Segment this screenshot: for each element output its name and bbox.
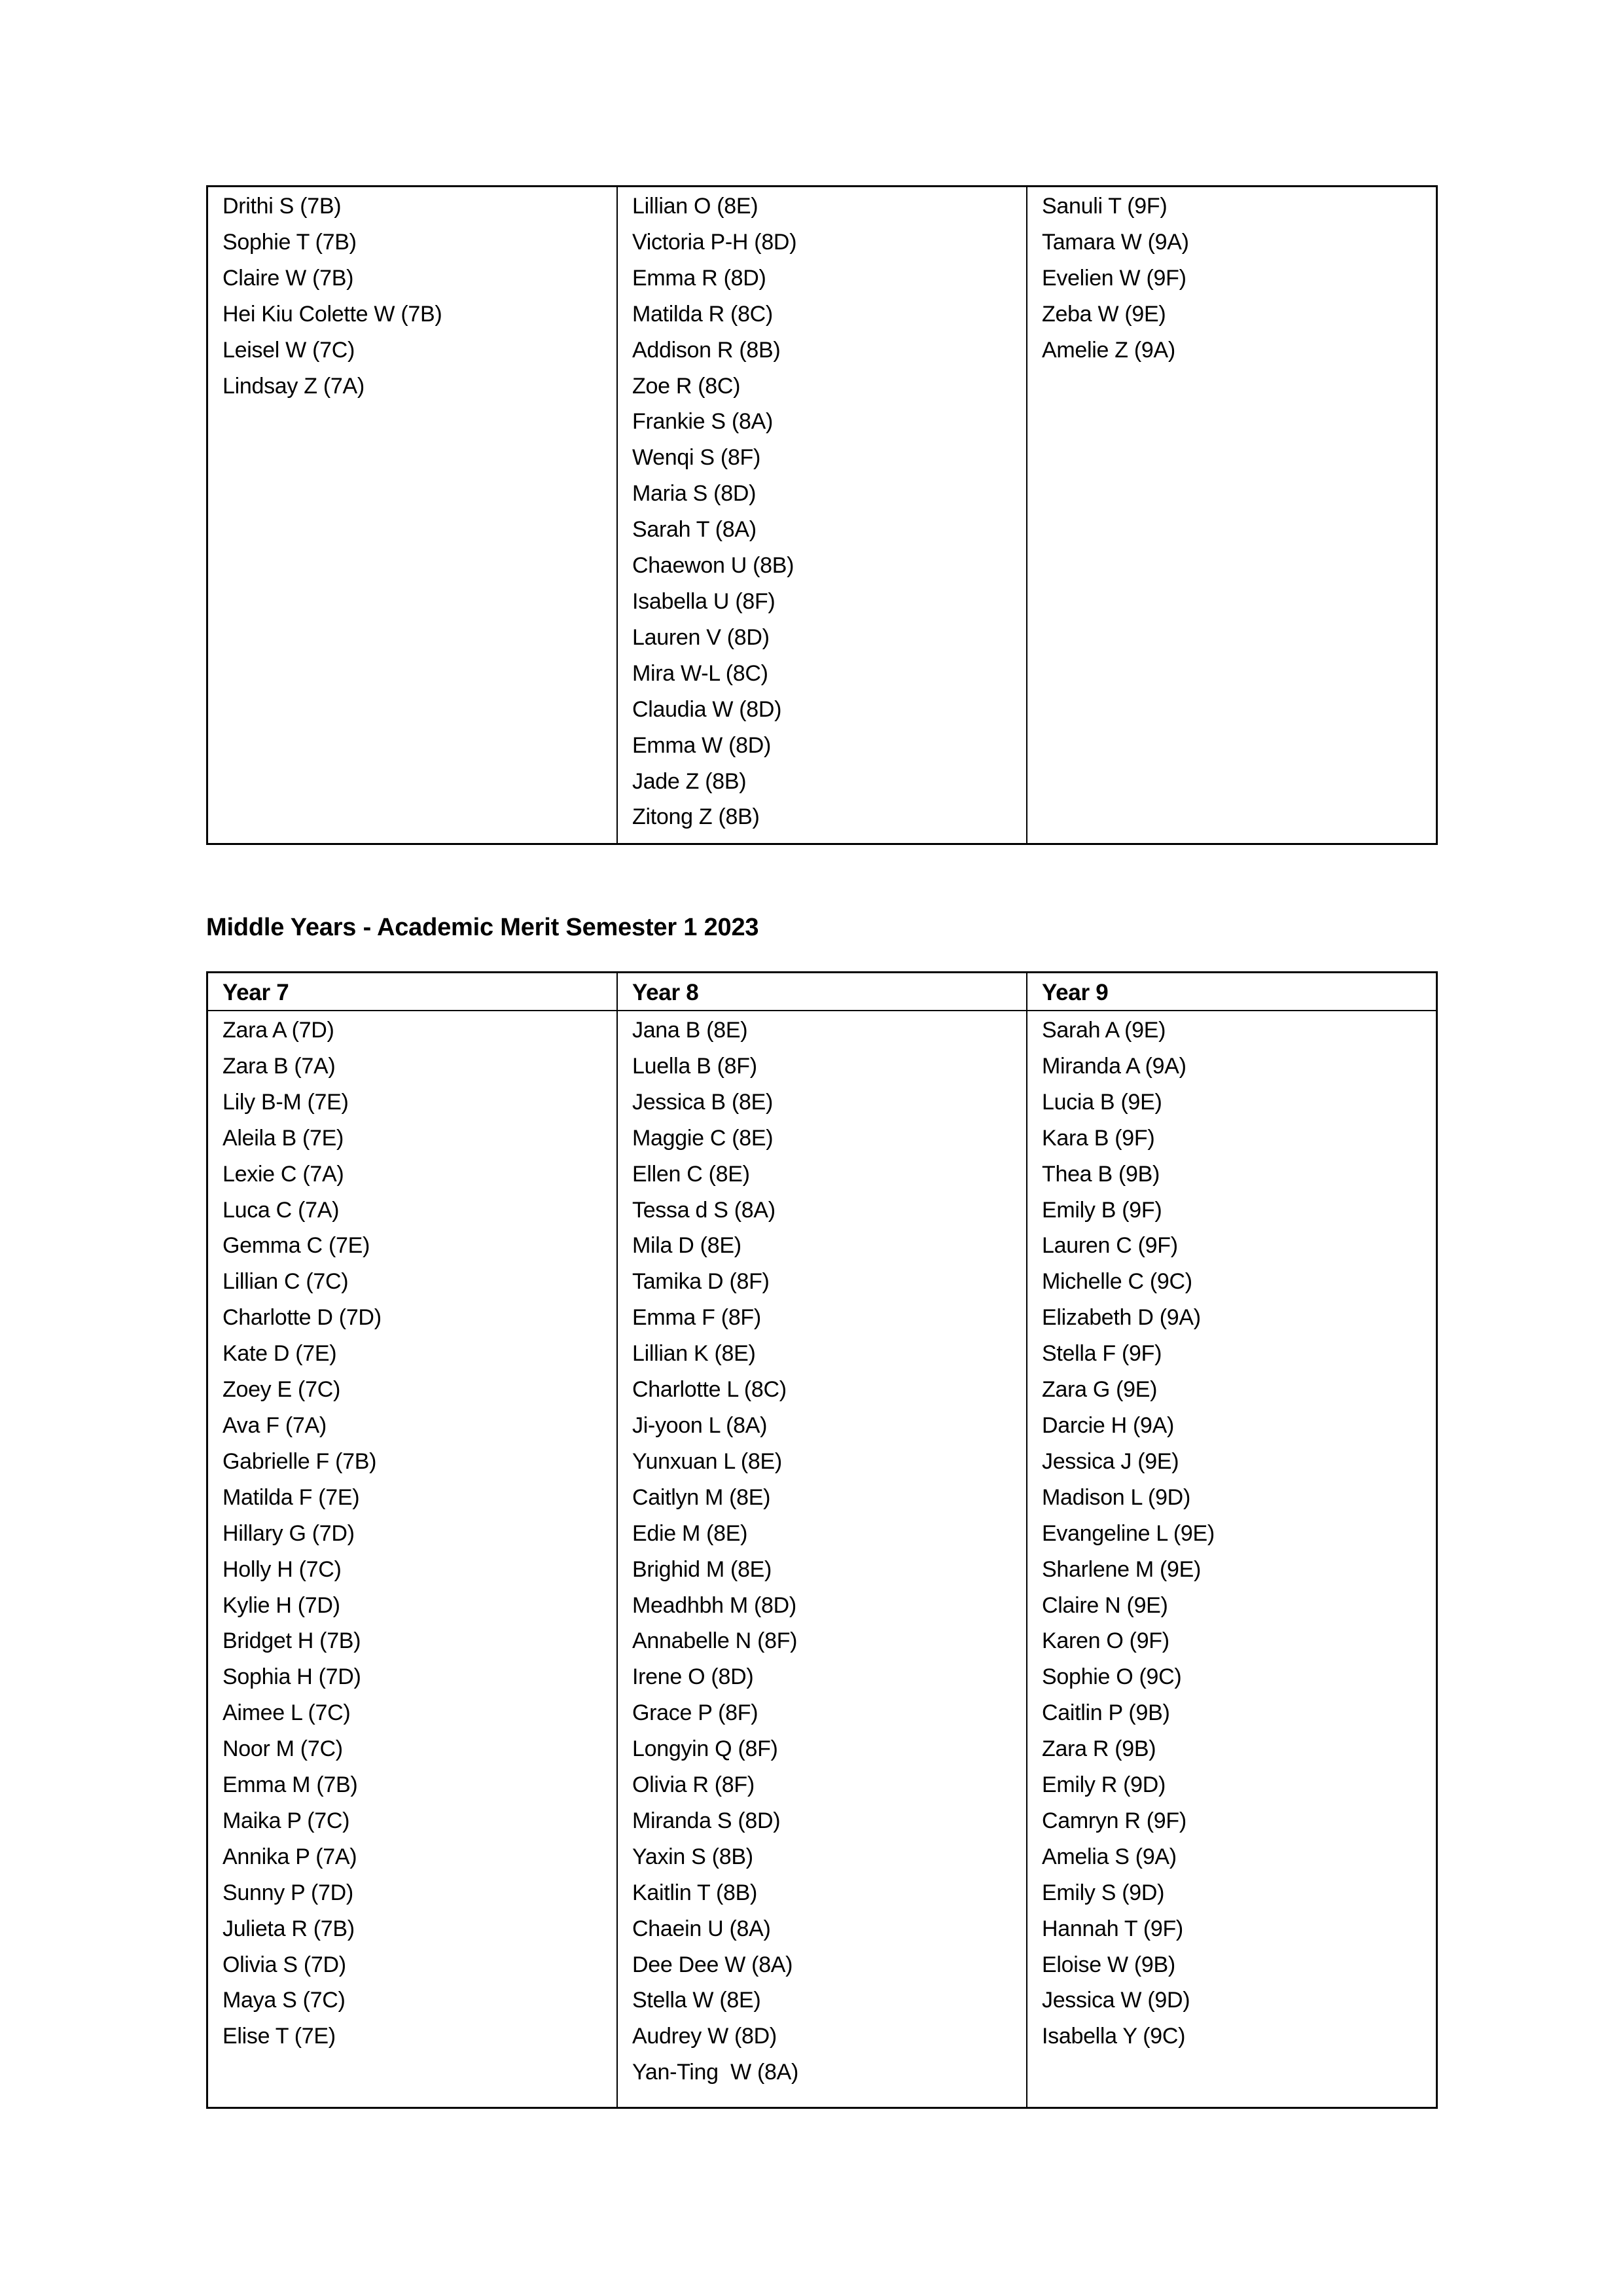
student-entry: Jessica W (9D) <box>1042 1988 1190 2013</box>
student-list <box>208 1011 616 2062</box>
student-entry: Elizabeth D (9A) <box>1042 1305 1201 1331</box>
student-entry: Stella F (9F) <box>1042 1341 1162 1367</box>
student-entry: Zoe R (8C) <box>632 373 741 399</box>
student-list <box>208 187 616 412</box>
student-entry: Aleila B (7E) <box>223 1125 344 1151</box>
student-entry: Drithi S (7B) <box>223 194 342 219</box>
student-list <box>618 1011 1026 2098</box>
student-entry: Zara A (7D) <box>223 1018 334 1043</box>
student-entry: Emily R (9D) <box>1042 1772 1166 1798</box>
student-entry: Eloise W (9B) <box>1042 1952 1175 1977</box>
student-entry: Sanuli T (9F) <box>1042 194 1168 219</box>
student-entry: Lauren V (8D) <box>632 624 770 650</box>
student-entry: Miranda S (8D) <box>632 1808 781 1833</box>
student-entry: Gemma C (7E) <box>223 1233 370 1259</box>
student-entry: Karen O (9F) <box>1042 1628 1169 1654</box>
student-entry: Luella B (8F) <box>632 1053 757 1079</box>
student-entry: Emily B (9F) <box>1042 1197 1162 1223</box>
student-entry: Lauren C (9F) <box>1042 1233 1178 1259</box>
merit-column-year9 <box>1026 973 1436 2107</box>
student-entry: Thea B (9B) <box>1042 1161 1160 1187</box>
student-entry: Kaitlin T (8B) <box>632 1880 758 1905</box>
student-entry: Yan-Ting W (8A) <box>632 2060 799 2085</box>
student-entry: Sophia H (7D) <box>223 1664 361 1690</box>
student-entry: Jade Z (8B) <box>632 768 747 794</box>
student-entry: Brighid M (8E) <box>632 1556 772 1582</box>
student-entry: Chaein U (8A) <box>632 1916 771 1941</box>
merit-column-year7 <box>208 973 616 2107</box>
student-entry: Sophie T (7B) <box>223 229 357 255</box>
student-entry: Lillian K (8E) <box>632 1341 756 1367</box>
student-entry: Hillary G (7D) <box>223 1520 355 1546</box>
student-entry: Kate D (7E) <box>223 1341 337 1367</box>
student-entry: Yaxin S (8B) <box>632 1844 753 1869</box>
column-header-year9: Year 9 <box>1027 973 1436 1011</box>
student-entry: Stella W (8E) <box>632 1988 761 2013</box>
student-entry: Isabella Y (9C) <box>1042 2024 1186 2049</box>
merit-column-year8 <box>616 973 1026 2107</box>
student-entry: Zara B (7A) <box>223 1053 336 1079</box>
continued-column-year7 <box>208 187 616 843</box>
student-entry: Charlotte D (7D) <box>223 1305 382 1331</box>
student-entry: Leisel W (7C) <box>223 337 355 363</box>
student-entry: Gabrielle F (7B) <box>223 1448 377 1474</box>
student-entry: Wenqi S (8F) <box>632 445 761 471</box>
student-entry: Sunny P (7D) <box>223 1880 353 1905</box>
student-entry: Camryn R (9F) <box>1042 1808 1186 1833</box>
student-entry: Luca C (7A) <box>223 1197 340 1223</box>
student-entry: Lindsay Z (7A) <box>223 373 365 399</box>
student-entry: Meadhbh M (8D) <box>632 1592 796 1618</box>
student-entry: Dee Dee W (8A) <box>632 1952 793 1977</box>
student-entry: Hei Kiu Colette W (7B) <box>223 301 442 327</box>
student-entry: Kara B (9F) <box>1042 1125 1155 1151</box>
student-entry: Claudia W (8D) <box>632 696 782 722</box>
student-entry: Victoria P-H (8D) <box>632 229 797 255</box>
student-entry: Annika P (7A) <box>223 1844 357 1869</box>
student-entry: Miranda A (9A) <box>1042 1053 1186 1079</box>
student-entry: Olivia S (7D) <box>223 1952 346 1977</box>
student-entry: Evangeline L (9E) <box>1042 1520 1215 1546</box>
student-entry: Lily B-M (7E) <box>223 1089 349 1115</box>
student-entry: Tessa d S (8A) <box>632 1197 776 1223</box>
student-entry: Hannah T (9F) <box>1042 1916 1183 1941</box>
student-entry: Zeba W (9E) <box>1042 301 1166 327</box>
student-entry: Matilda R (8C) <box>632 301 773 327</box>
continued-merit-table <box>206 185 1438 845</box>
student-entry: Zitong Z (8B) <box>632 804 760 830</box>
student-entry: Matilda F (7E) <box>223 1484 360 1510</box>
student-entry: Caitlyn M (8E) <box>632 1484 771 1510</box>
student-entry: Zara R (9B) <box>1042 1736 1156 1762</box>
student-entry: Sharlene M (9E) <box>1042 1556 1202 1582</box>
student-entry: Darcie H (9A) <box>1042 1412 1175 1438</box>
student-entry: Claire N (9E) <box>1042 1592 1168 1618</box>
student-entry: Mila D (8E) <box>632 1233 741 1259</box>
student-entry: Lillian O (8E) <box>632 194 758 219</box>
column-header-year8: Year 8 <box>618 973 1026 1011</box>
student-entry: Edie M (8E) <box>632 1520 748 1546</box>
student-entry: Emma R (8D) <box>632 265 766 291</box>
student-entry: Bridget H (7B) <box>223 1628 361 1654</box>
student-entry: Tamika D (8F) <box>632 1269 770 1295</box>
student-entry: Evelien W (9F) <box>1042 265 1186 291</box>
student-entry: Addison R (8B) <box>632 337 781 363</box>
student-entry: Longyin Q (8F) <box>632 1736 778 1762</box>
student-entry: Madison L (9D) <box>1042 1484 1190 1510</box>
student-entry: Grace P (8F) <box>632 1700 758 1726</box>
student-entry: Elise T (7E) <box>223 2024 336 2049</box>
student-entry: Olivia R (8F) <box>632 1772 755 1798</box>
student-entry: Holly H (7C) <box>223 1556 342 1582</box>
student-entry: Sarah A (9E) <box>1042 1018 1166 1043</box>
student-entry: Emma M (7B) <box>223 1772 358 1798</box>
student-entry: Amelie Z (9A) <box>1042 337 1175 363</box>
column-header-year7: Year 7 <box>208 973 616 1011</box>
student-entry: Tamara W (9A) <box>1042 229 1189 255</box>
student-entry: Ji-yoon L (8A) <box>632 1412 768 1438</box>
student-entry: Jessica J (9E) <box>1042 1448 1179 1474</box>
student-entry: Frankie S (8A) <box>632 409 773 435</box>
student-list <box>618 187 1026 843</box>
student-entry: Aimee L (7C) <box>223 1700 351 1726</box>
student-entry: Lucia B (9E) <box>1042 1089 1162 1115</box>
student-entry: Claire W (7B) <box>223 265 354 291</box>
student-entry: Emma W (8D) <box>632 732 772 758</box>
section-heading: Middle Years - Academic Merit Semester 1 2023 <box>206 914 759 941</box>
student-entry: Audrey W (8D) <box>632 2024 777 2049</box>
student-entry: Charlotte L (8C) <box>632 1377 787 1403</box>
student-entry: Jessica B (8E) <box>632 1089 773 1115</box>
merit-table <box>206 971 1438 2109</box>
student-entry: Annabelle N (8F) <box>632 1628 798 1654</box>
student-entry: Caitlin P (9B) <box>1042 1700 1170 1726</box>
student-entry: Sophie O (9C) <box>1042 1664 1182 1690</box>
student-entry: Jana B (8E) <box>632 1018 748 1043</box>
student-entry: Sarah T (8A) <box>632 517 757 543</box>
student-entry: Zoey E (7C) <box>223 1377 340 1403</box>
student-entry: Amelia S (9A) <box>1042 1844 1177 1869</box>
student-entry: Ellen C (8E) <box>632 1161 750 1187</box>
student-entry: Maika P (7C) <box>223 1808 350 1833</box>
student-entry: Maggie C (8E) <box>632 1125 774 1151</box>
student-entry: Emma F (8F) <box>632 1305 761 1331</box>
student-entry: Julieta R (7B) <box>223 1916 355 1941</box>
student-entry: Kylie H (7D) <box>223 1592 340 1618</box>
student-entry: Irene O (8D) <box>632 1664 754 1690</box>
student-entry: Chaewon U (8B) <box>632 553 794 579</box>
student-entry: Maria S (8D) <box>632 481 757 507</box>
student-entry: Noor M (7C) <box>223 1736 343 1762</box>
student-list <box>1027 1011 1436 2062</box>
continued-column-year9 <box>1026 187 1436 843</box>
student-entry: Zara G (9E) <box>1042 1377 1158 1403</box>
student-entry: Lexie C (7A) <box>223 1161 344 1187</box>
continued-column-year8 <box>616 187 1026 843</box>
student-entry: Yunxuan L (8E) <box>632 1448 782 1474</box>
student-entry: Lillian C (7C) <box>223 1269 349 1295</box>
student-entry: Mira W-L (8C) <box>632 660 768 686</box>
student-entry: Maya S (7C) <box>223 1988 346 2013</box>
student-entry: Isabella U (8F) <box>632 588 776 614</box>
student-entry: Ava F (7A) <box>223 1412 327 1438</box>
student-entry: Emily S (9D) <box>1042 1880 1165 1905</box>
student-entry: Michelle C (9C) <box>1042 1269 1192 1295</box>
student-list <box>1027 187 1436 376</box>
